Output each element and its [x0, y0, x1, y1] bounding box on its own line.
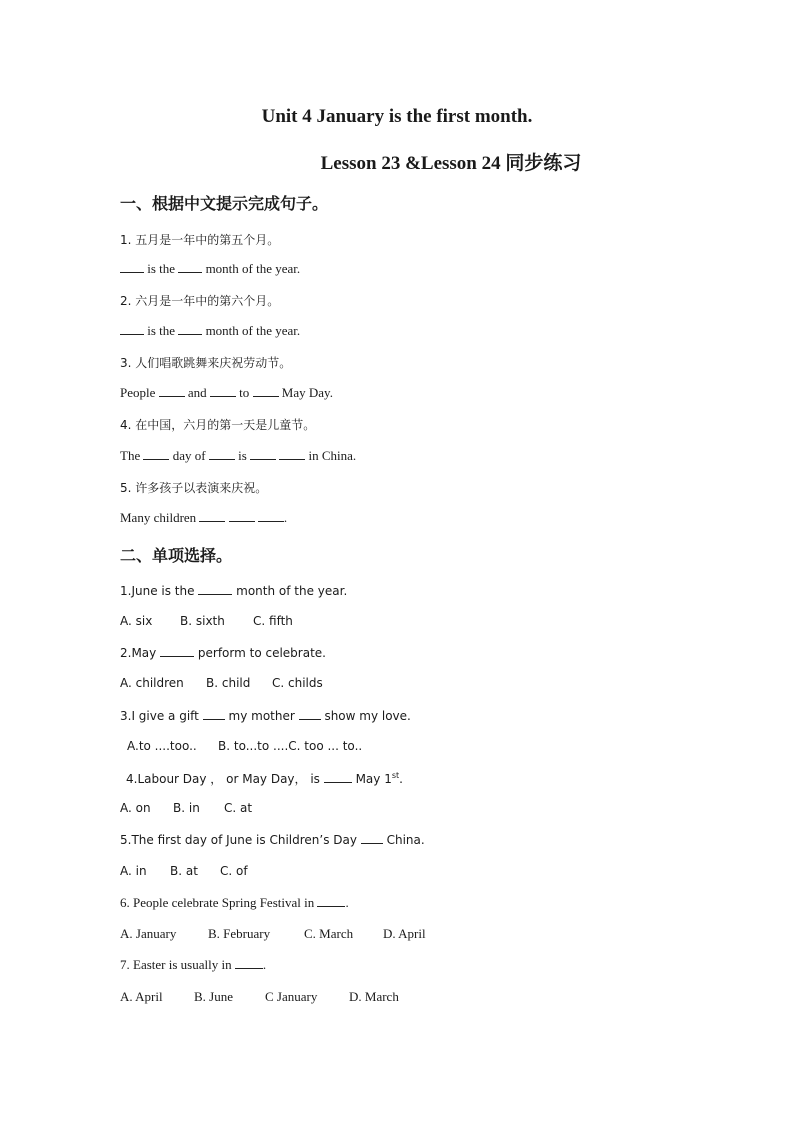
answer-blank[interactable] [159, 385, 185, 397]
s2-q6-options [120, 926, 426, 942]
option-a[interactable]: A. children [120, 676, 184, 690]
answer-blank[interactable] [178, 261, 202, 273]
s2-q3-options [127, 739, 362, 753]
section-2-heading: 二、单项选择。 [120, 546, 233, 565]
answer-blank[interactable] [250, 448, 276, 460]
s1-q3-prompt: 3. 人们唱歌跳舞来庆祝劳动节。 [120, 356, 292, 370]
option-a[interactable]: A. in [120, 864, 147, 878]
answer-blank[interactable] [120, 261, 144, 273]
s2-q5-stem: 5.The first day of June is Children’s Day China. [120, 833, 425, 847]
option-b[interactable]: B. June [194, 989, 233, 1004]
s1-q1-prompt: 1. 五月是一年中的第五个月。 [120, 233, 280, 247]
option-a[interactable]: A. on [120, 801, 151, 815]
s1-q4-answer-line: The day of is in China. [120, 448, 357, 463]
option-c[interactable]: C. at [224, 801, 253, 815]
s1-q1-answer-line: is the month of the year. [120, 261, 300, 277]
answer-blank[interactable] [203, 708, 225, 720]
option-d[interactable]: D. April [383, 926, 426, 941]
answer-blank[interactable] [279, 448, 305, 460]
answer-blank[interactable] [198, 583, 232, 595]
answer-blank[interactable] [324, 771, 352, 783]
s1-q2-prompt: 2. 六月是一年中的第六个月。 [120, 294, 280, 308]
worksheet-subtitle: Lesson 23 &Lesson 24 同步练习 [320, 153, 582, 174]
answer-blank[interactable] [143, 448, 169, 460]
option-b[interactable]: B. at [170, 864, 198, 878]
s1-q2-answer-line: is the month of the year. [120, 323, 300, 339]
option-a[interactable]: A. April [120, 989, 163, 1004]
s2-q1-stem: 1.June is the month of the year. [120, 584, 348, 598]
s1-q5-prompt: 5. 许多孩子以表演来庆祝。 [120, 481, 268, 495]
s1-q4-prompt: 4. 在中国，六月的第一天是儿童节。 [120, 418, 316, 432]
option-a[interactable]: A.to ....too.. [127, 739, 197, 753]
s2-q6-stem: 6. People celebrate Spring Festival in . [120, 895, 349, 910]
answer-blank[interactable] [199, 510, 225, 522]
option-d[interactable]: D. March [349, 989, 399, 1004]
answer-blank[interactable] [299, 708, 321, 720]
option-b[interactable]: B. sixth [180, 614, 225, 628]
s2-q7-stem: 7. Easter is usually in . [120, 957, 267, 972]
answer-blank[interactable] [317, 895, 345, 907]
answer-blank[interactable] [210, 385, 236, 397]
s2-q3-stem: 3.I give a gift my mother show my love. [120, 709, 411, 723]
s2-q4-options [120, 801, 252, 815]
answer-blank[interactable] [361, 832, 383, 844]
s2-q5-options [120, 864, 248, 878]
s2-q2-options [120, 676, 323, 690]
option-b[interactable]: B. February [208, 926, 271, 941]
option-a[interactable]: A. January [120, 926, 177, 941]
option-a[interactable]: A. six [120, 614, 153, 628]
s1-q5-answer-line: Many children . [120, 510, 288, 525]
s2-q2-stem: 2.May perform to celebrate. [120, 646, 326, 660]
answer-blank[interactable] [229, 510, 255, 522]
s2-q1-options [120, 614, 293, 628]
answer-blank[interactable] [160, 645, 194, 657]
answer-blank[interactable] [235, 957, 263, 969]
answer-blank[interactable] [253, 385, 279, 397]
answer-blank[interactable] [258, 510, 284, 522]
option-b[interactable]: B. in [173, 801, 200, 815]
worksheet-title: Unit 4 January is the first month. [261, 106, 533, 127]
s1-q3-answer-line: People and to May Day. [120, 385, 333, 400]
option-c[interactable]: C. fifth [253, 614, 293, 628]
answer-blank[interactable] [178, 323, 202, 335]
s2-q7-options [120, 989, 399, 1005]
option-c[interactable]: C. childs [272, 676, 323, 690]
section-1-heading: 一、根据中文提示完成句子。 [120, 194, 329, 213]
answer-blank[interactable] [120, 323, 144, 335]
option-c[interactable]: C January [265, 989, 318, 1004]
s2-q4-stem: 4.Labour Day ， or May Day， is May 1st. [126, 771, 403, 786]
option-c[interactable]: C. March [304, 926, 354, 941]
option-b-c[interactable]: B. to...to ....C. too ... to.. [218, 739, 363, 753]
option-b[interactable]: B. child [206, 676, 251, 690]
answer-blank[interactable] [209, 448, 235, 460]
option-c[interactable]: C. of [220, 864, 248, 878]
